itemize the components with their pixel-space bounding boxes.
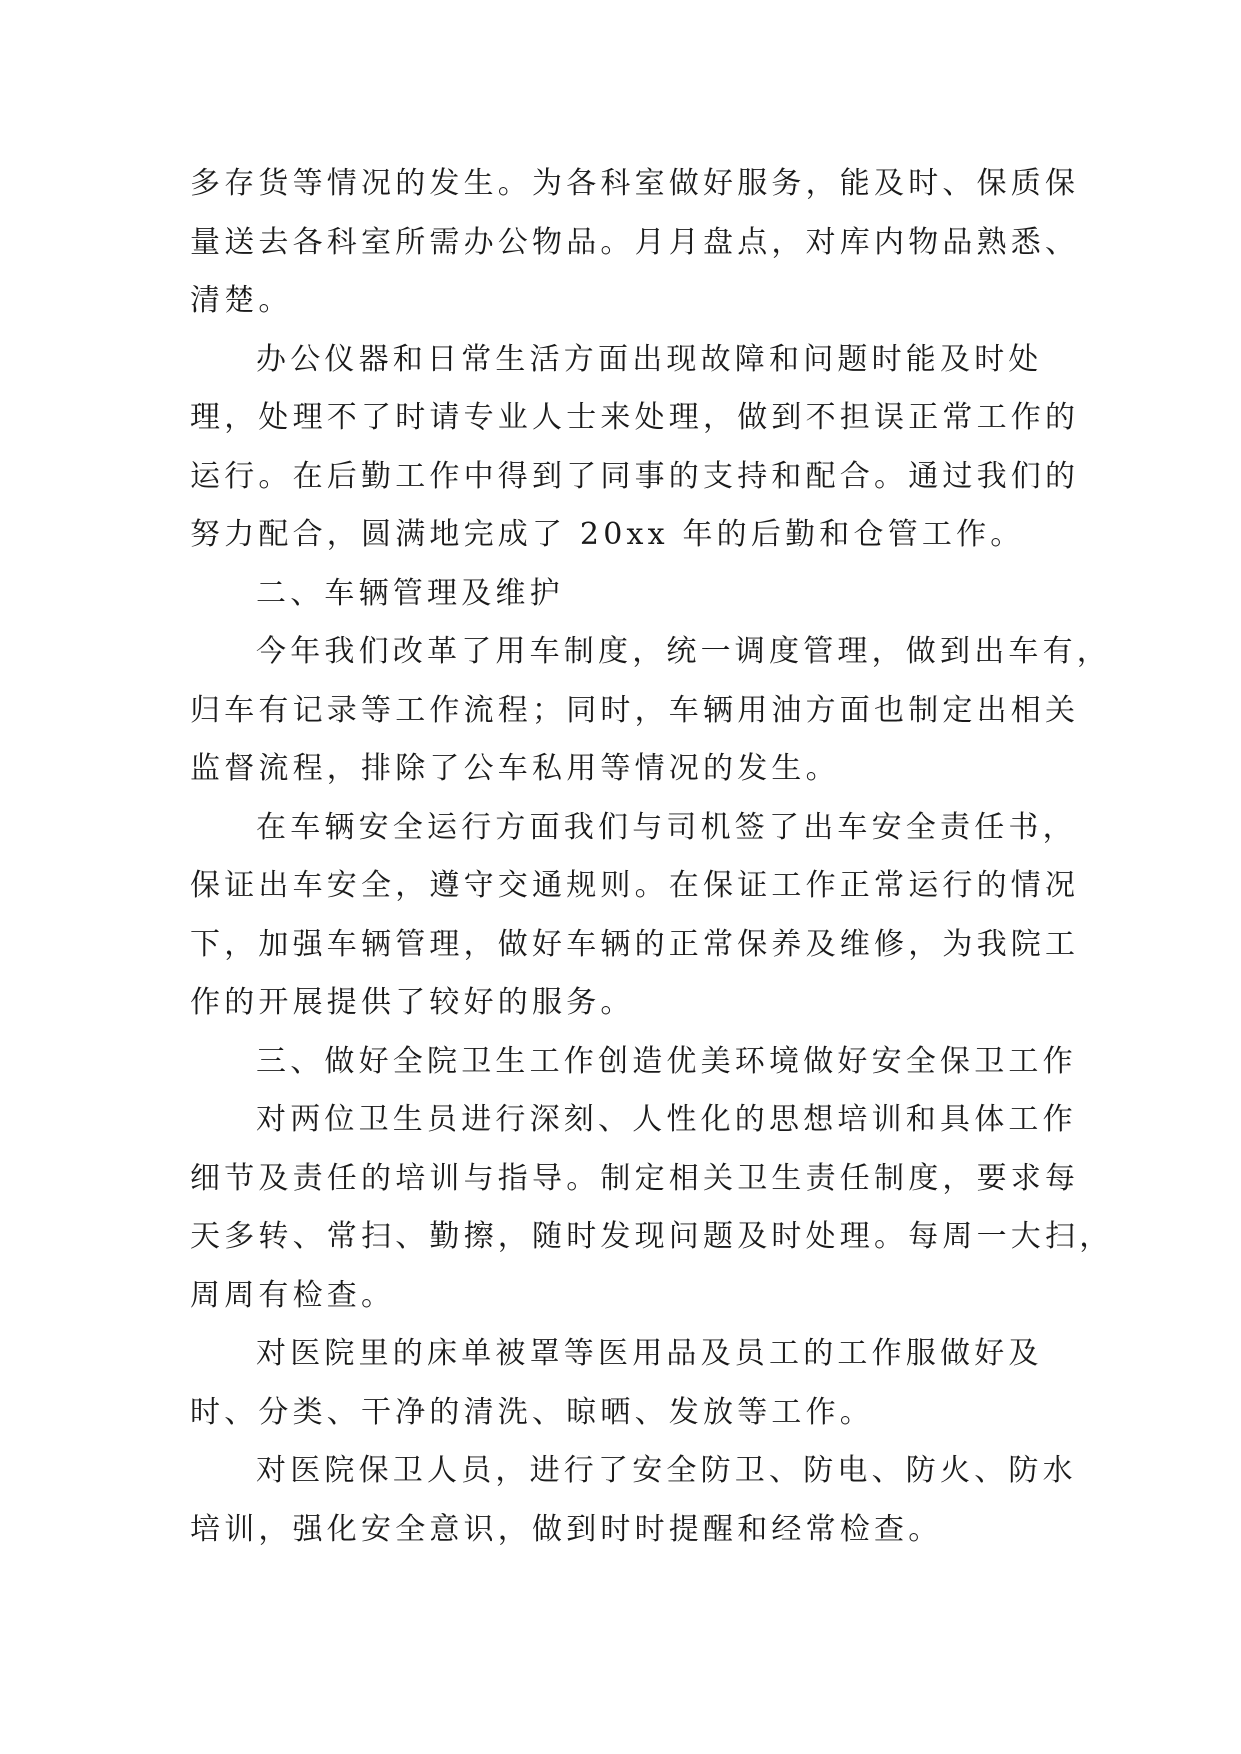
paragraph-storage <box>190 155 1080 331</box>
paragraph-linen-laundry <box>190 1325 1070 1442</box>
text-line: 下，加强车辆管理，做好车辆的正常保养及维修，为我院工 <box>190 926 1080 962</box>
paragraph-vehicle-reform <box>190 623 1111 799</box>
text-line: 今年我们改革了用车制度，统一调度管理，做到出车有， <box>256 634 1111 669</box>
paragraph-security-training <box>190 1442 1077 1559</box>
paragraph-office-equipment <box>190 331 1080 565</box>
text-line: 对医院保卫人员，进行了安全防卫、防电、防火、防水 <box>256 1453 1077 1488</box>
text-line: 监督流程，排除了公车私用等情况的发生。 <box>190 751 840 786</box>
text-line: 多存货等情况的发生。为各科室做好服务，能及时、保质保 <box>190 166 1080 201</box>
document-body <box>190 155 1114 1559</box>
text-line: 保证出车安全，遵守交通规则。在保证工作正常运行的情况 <box>190 868 1080 903</box>
text-line: 对医院里的床单被罩等医用品及员工的工作服做好及 <box>256 1336 1043 1371</box>
text-line: 对两位卫生员进行深刻、人性化的思想培训和具体工作 <box>256 1102 1077 1137</box>
section-heading-hygiene-security <box>190 1033 1077 1092</box>
text-line: 办公仪器和日常生活方面出现故障和问题时能及时处 <box>256 341 1043 377</box>
text-line: 量送去各科室所需办公物品。月月盘点，对库内物品熟悉、 <box>190 224 1080 260</box>
text-line: 理，处理不了时请专业人士来处理，做到不担误正常工作的 <box>190 400 1080 435</box>
text-line: 在车辆安全运行方面我们与司机签了出车安全责任书， <box>256 809 1077 845</box>
section-heading-vehicles <box>190 565 1070 624</box>
text-line: 培训，强化安全意识，做到时时提醒和经常检查。 <box>190 1511 943 1547</box>
paragraph-cleaning-staff <box>190 1091 1114 1325</box>
text-line: 清楚。 <box>190 283 293 318</box>
text-line: 二、车辆管理及维护 <box>256 575 564 611</box>
text-line: 运行。在后勤工作中得到了同事的支持和配合。通过我们的 <box>190 458 1080 494</box>
text-line: 细节及责任的培训与指导。制定相关卫生责任制度，要求每 <box>190 1160 1080 1196</box>
text-line: 天多转、常扫、勤擦，随时发现问题及时处理。每周一大扫， <box>190 1219 1114 1254</box>
text-line: 作的开展提供了较好的服务。 <box>190 985 635 1020</box>
paragraph-vehicle-safety <box>190 799 1080 1033</box>
text-line: 归车有记录等工作流程；同时，车辆用油方面也制定出相关 <box>190 692 1080 728</box>
text-line: 努力配合，圆满地完成了 20xx 年的后勤和仓管工作。 <box>190 517 1025 552</box>
text-line: 时、分类、干净的清洗、晾晒、发放等工作。 <box>190 1394 874 1430</box>
text-line: 周周有检查。 <box>190 1277 396 1313</box>
text-line: 三、做好全院卫生工作创造优美环境做好安全保卫工作 <box>256 1043 1077 1079</box>
